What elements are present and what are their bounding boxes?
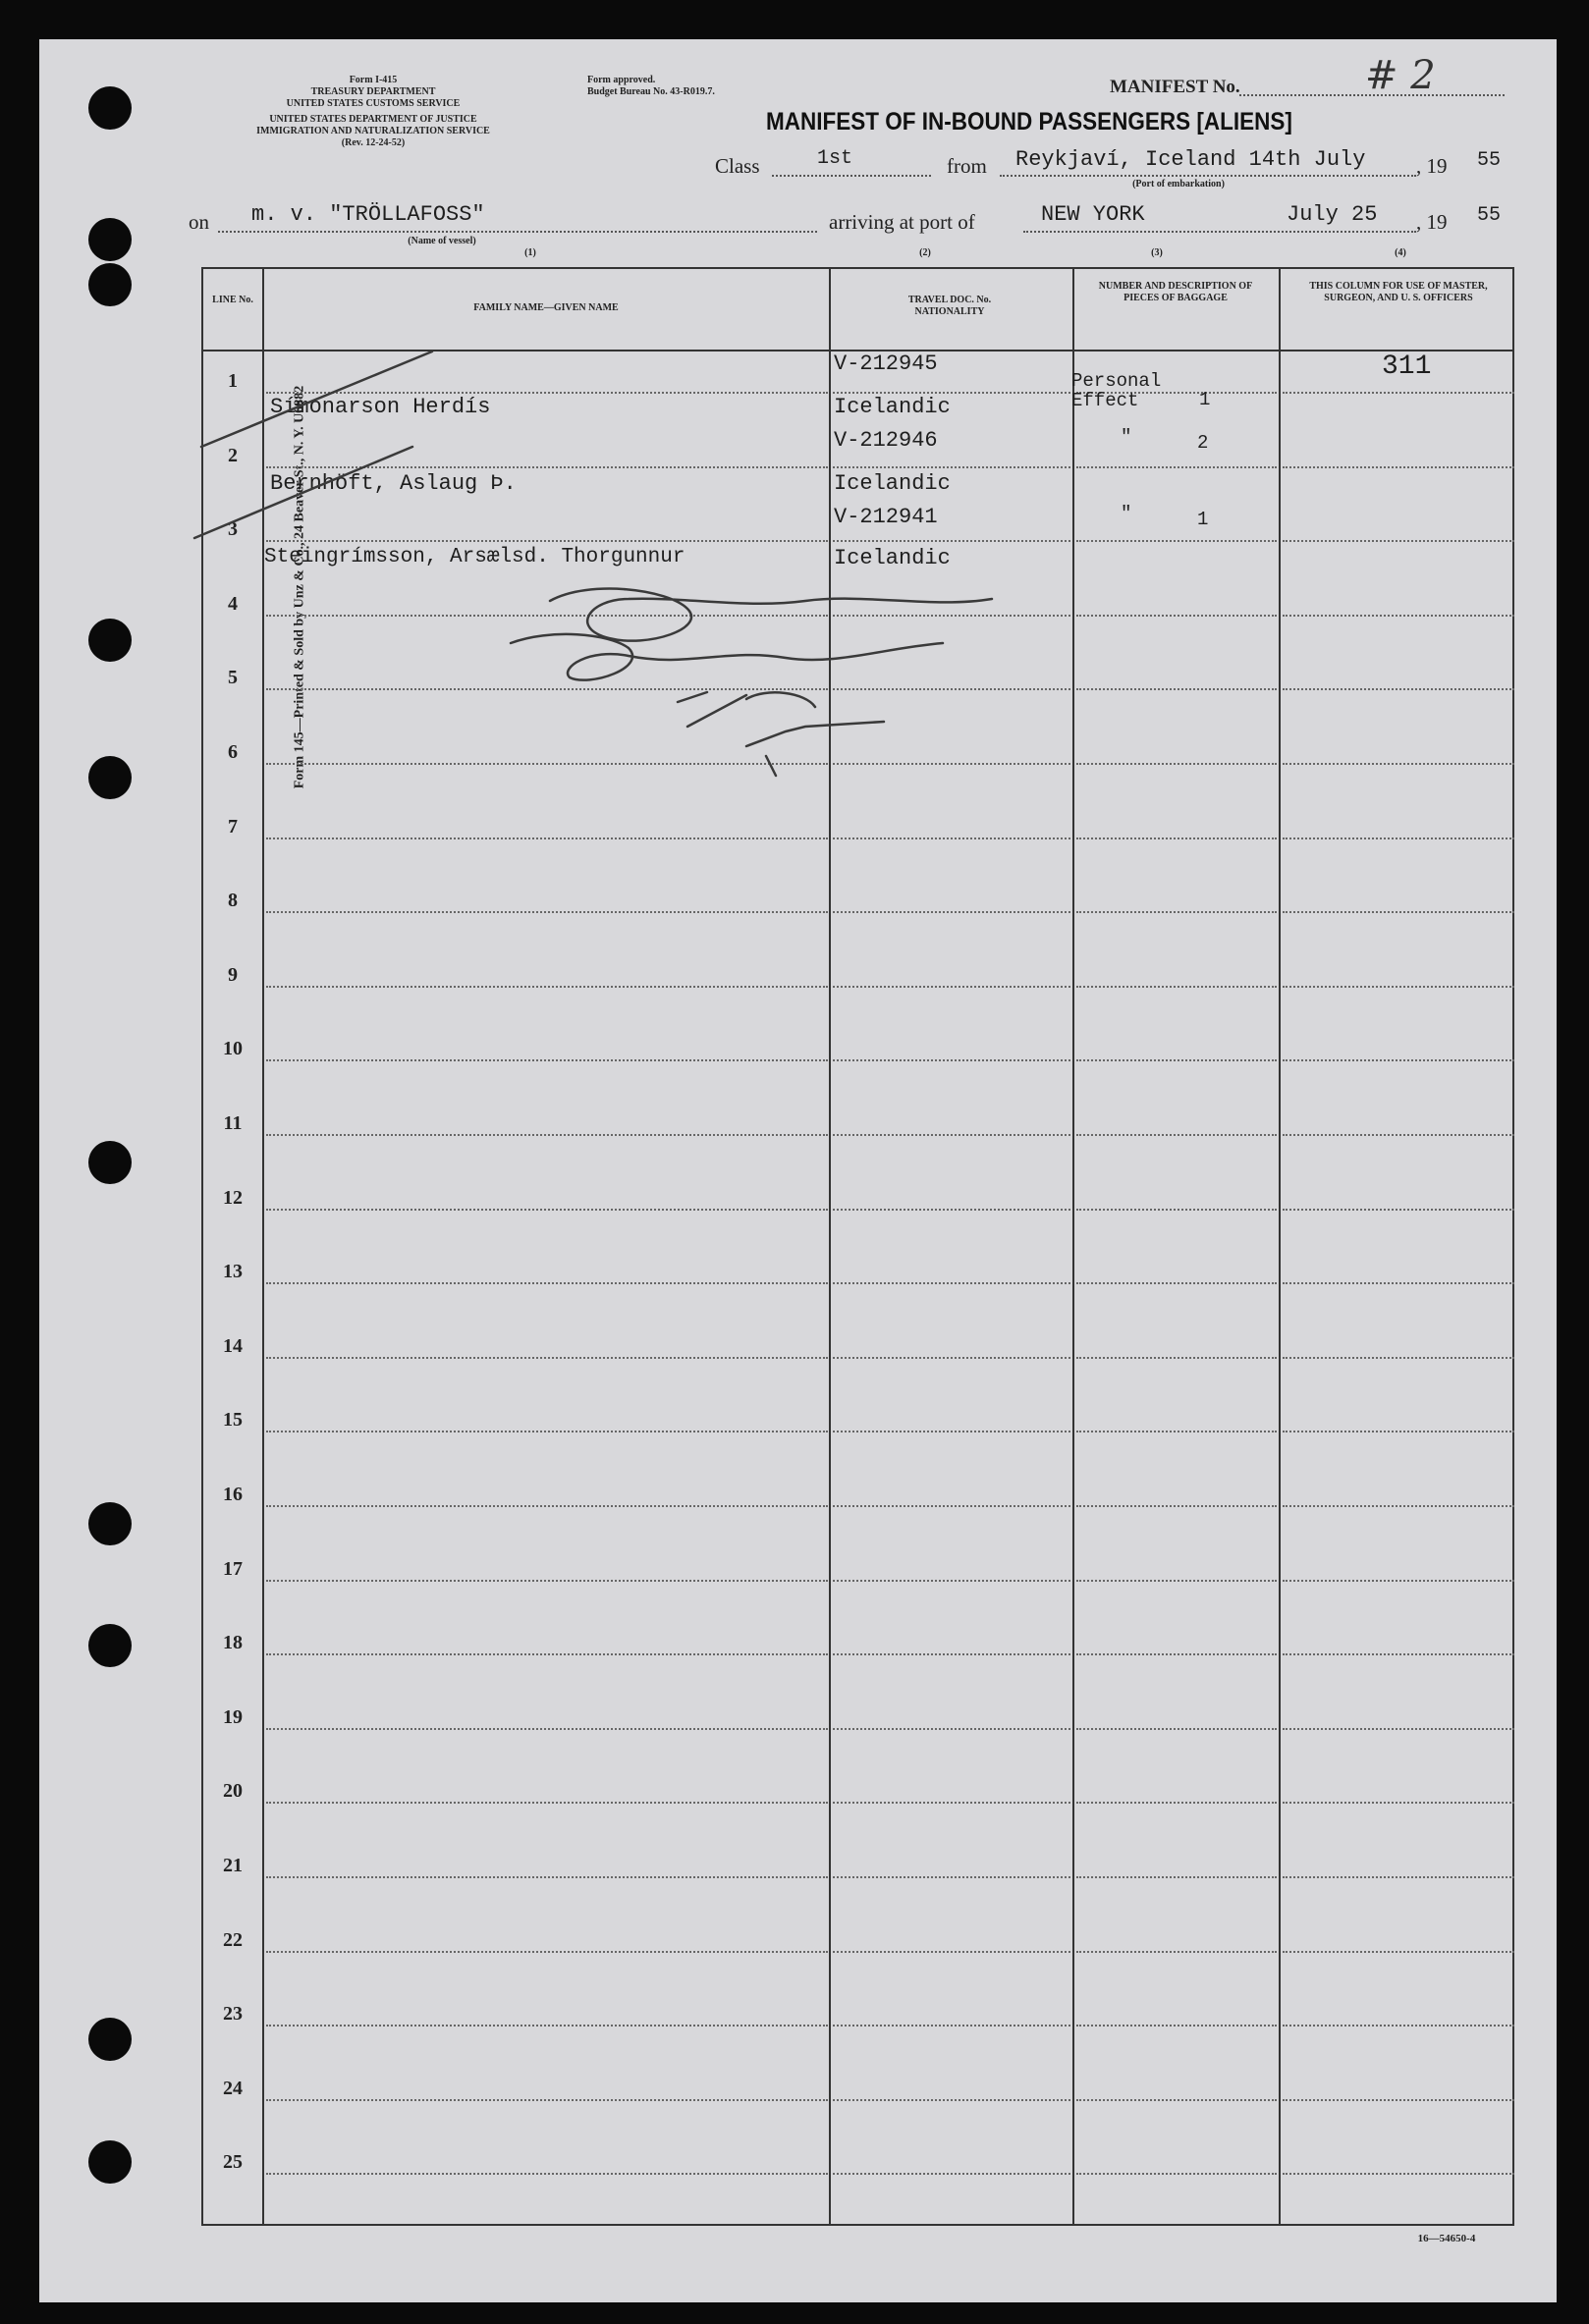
passenger-2-doc: V-212946 [834, 428, 938, 453]
col-num-3: (3) [1151, 247, 1163, 258]
form-approved: Form approved. [587, 75, 656, 85]
cancel-stroke [194, 444, 412, 538]
row-number: 25 [223, 2151, 243, 2174]
justice-dept: UNITED STATES DEPARTMENT OF JUSTICE [269, 114, 477, 125]
signature-scribble [678, 692, 815, 727]
row-number: 5 [228, 667, 238, 689]
row-number: 9 [228, 963, 238, 986]
col-num-1: (1) [524, 247, 536, 258]
row-number: 7 [228, 815, 238, 838]
col-num-4: (4) [1395, 247, 1406, 258]
passenger-1-baggage-count: 1 [1199, 389, 1211, 410]
passenger-1-baggage-desc: Personal Effect [1071, 370, 1162, 411]
row-number: 11 [223, 1112, 243, 1134]
class-label: Class [715, 154, 760, 178]
on-label: on [189, 210, 209, 234]
signature-scribble [511, 634, 943, 680]
ins-service: IMMIGRATION AND NATURALIZATION SERVICE [256, 126, 490, 136]
row-number: 10 [223, 1038, 243, 1060]
row-number: 22 [223, 1928, 243, 1951]
row-number: 2 [228, 444, 238, 466]
header-baggage: NUMBER AND DESCRIPTION OF PIECES OF BAGGAGE [1098, 281, 1253, 303]
arrival-date: July 25 [1287, 202, 1378, 227]
revision-date: (Rev. 12-24-52) [341, 137, 406, 148]
header-line-no: LINE No. [212, 295, 253, 305]
row-number: 17 [223, 1557, 243, 1580]
row-number: 14 [223, 1334, 243, 1357]
page-title: MANIFEST OF IN-BOUND PASSENGERS [ALIENS] [766, 108, 1292, 135]
passenger-3-name: Steingrímsson, Arsælsd. Thorgunnur [264, 546, 685, 568]
customs-service: UNITED STATES CUSTOMS SERVICE [286, 98, 461, 109]
passenger-2-baggage-desc: " [1121, 426, 1132, 448]
row-number: 4 [228, 592, 238, 615]
header-officers: THIS COLUMN FOR USE OF MASTER, SURGEON, AND U. S. OFFICERS [1309, 281, 1488, 303]
form-number: Form I-415 [349, 75, 398, 85]
from-label: from [947, 154, 987, 178]
row-number: 15 [223, 1409, 243, 1432]
signature-scribble [550, 589, 992, 641]
header-travel-doc: TRAVEL DOC. No. NATIONALITY [907, 295, 992, 317]
row-number: 1 [228, 370, 238, 392]
from-year-prefix: , 19 [1416, 154, 1448, 178]
header-name: FAMILY NAME—GIVEN NAME [473, 302, 619, 313]
row-number: 16 [223, 1484, 243, 1505]
passenger-1-name: Símonarson Herdís [270, 395, 491, 419]
treasury-dept: TREASURY DEPARTMENT [310, 86, 436, 97]
manifest-no-label: MANIFEST No. [1110, 77, 1240, 97]
row-number: 23 [223, 2003, 243, 2026]
budget-bureau: Budget Bureau No. 43-R019.7. [587, 86, 715, 97]
arriving-label: arriving at port of [829, 210, 975, 234]
row-number: 18 [223, 1632, 243, 1654]
passenger-2-nationality: Icelandic [834, 471, 951, 496]
passenger-1-doc: V-212945 [834, 351, 938, 376]
passenger-3-nationality: Icelandic [834, 546, 951, 570]
passenger-2-baggage-count: 2 [1197, 432, 1209, 454]
officer-note: 311 [1382, 351, 1432, 382]
passenger-1-nationality: Icelandic [834, 395, 951, 419]
footer-code: 16—54650-4 [1417, 2233, 1476, 2244]
manifest-no-value: # 2 [1365, 53, 1436, 98]
row-number: 3 [228, 518, 238, 541]
signature-scribble [746, 722, 884, 776]
row-number: 21 [223, 1855, 243, 1876]
vessel-caption: (Name of vessel) [408, 236, 476, 246]
passenger-3-doc: V-212941 [834, 505, 938, 529]
from-year: 55 [1477, 149, 1502, 172]
class-value: 1st [817, 147, 853, 170]
printer-imprint: Form 145—Printed & Sold by Unz & Co., 24 Beaver St., N. Y. U6882 [292, 385, 307, 789]
passenger-2-name: Bernhöft, Aslaug Þ. [270, 471, 517, 496]
arrival-port: NEW YORK [1041, 202, 1145, 227]
col-num-2: (2) [919, 247, 931, 258]
from-value: Reykjaví, Iceland 14th July [1015, 147, 1366, 172]
row-number: 6 [228, 741, 238, 763]
passenger-3-baggage-count: 1 [1197, 509, 1209, 530]
port-embark-caption: (Port of embarkation) [1132, 179, 1225, 189]
arrival-year: 55 [1477, 204, 1502, 227]
row-number: 20 [223, 1780, 243, 1803]
passenger-3-baggage-desc: " [1121, 503, 1132, 524]
row-number: 13 [223, 1261, 243, 1283]
arrival-year-prefix: , 19 [1416, 210, 1448, 234]
row-number: 24 [223, 2077, 243, 2099]
cancel-stroke [201, 351, 432, 447]
row-number: 19 [223, 1705, 243, 1728]
row-number: 8 [228, 890, 238, 912]
row-number: 12 [223, 1186, 243, 1209]
vessel-name: m. v. "TRÖLLAFOSS" [251, 202, 485, 227]
